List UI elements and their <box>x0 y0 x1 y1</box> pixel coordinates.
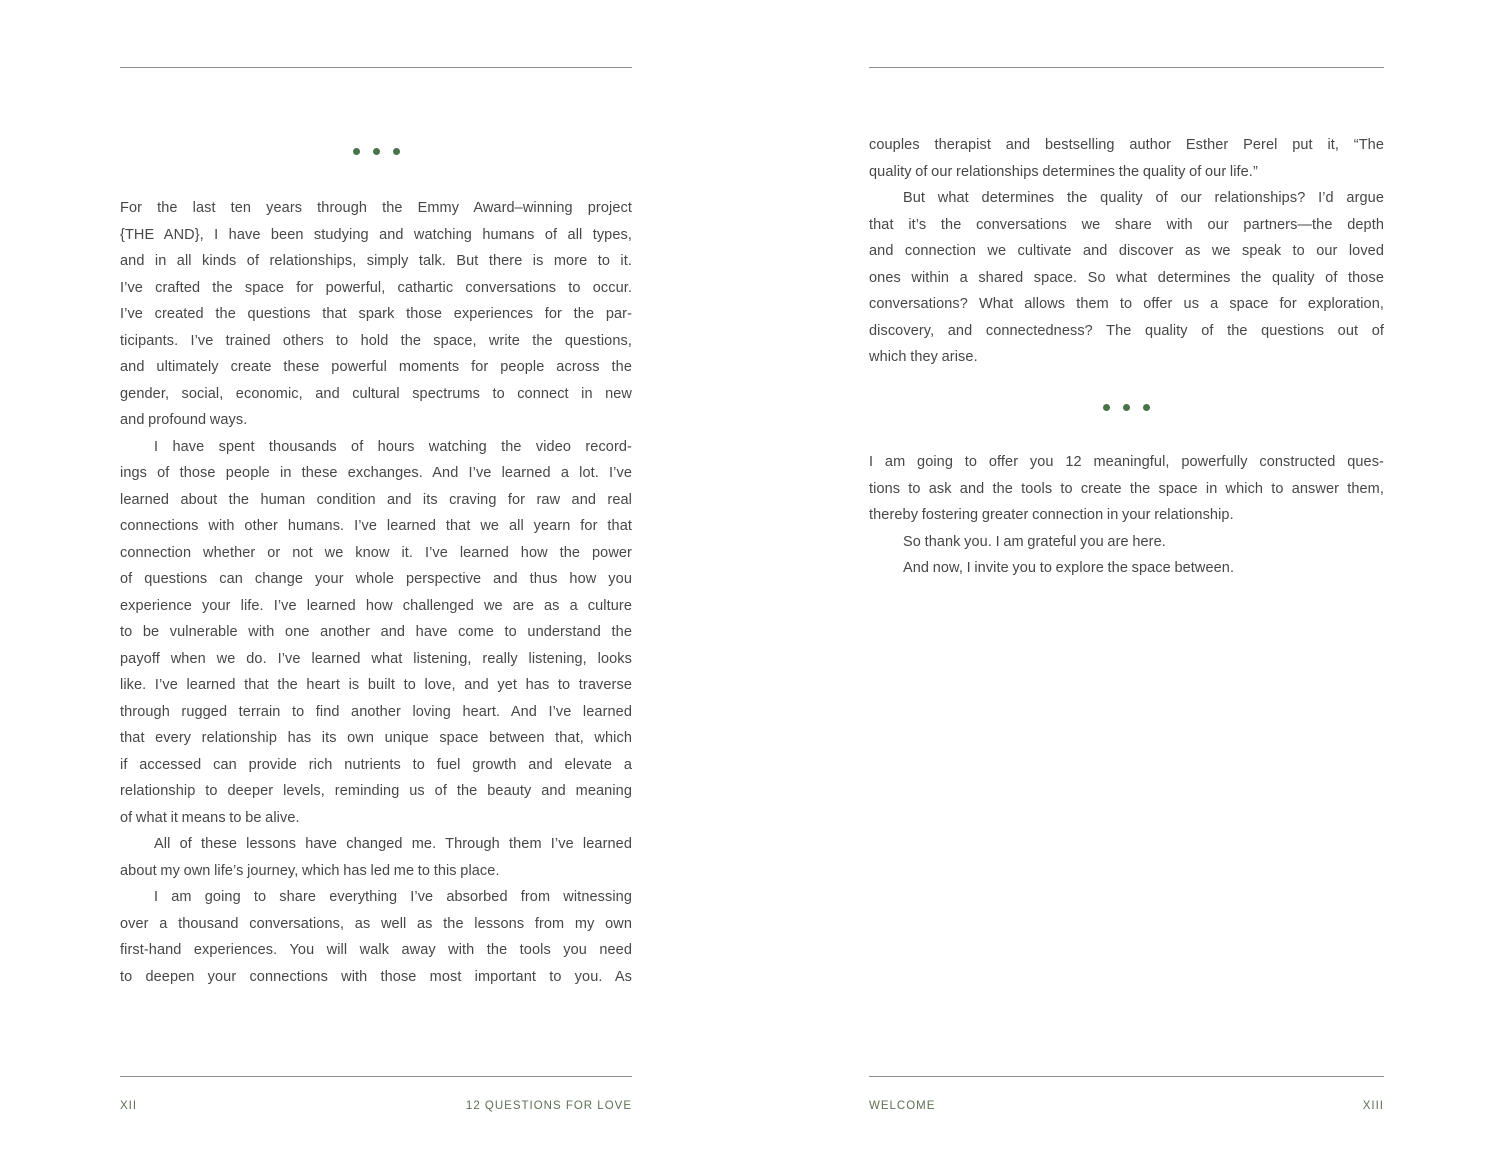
body-text <box>869 449 1384 582</box>
paragraph <box>120 884 632 990</box>
text-line: and connection we cultivate and discover as we speak to our loved <box>869 243 1384 259</box>
dot-icon <box>353 148 360 155</box>
dot-icon <box>1123 404 1130 411</box>
header-rule <box>120 67 632 68</box>
text-line: tions to ask and the tools to create the space in which to answer them, <box>869 480 1384 497</box>
paragraph <box>869 555 1384 582</box>
paragraph <box>120 831 632 884</box>
text-line: and ultimately create these powerful moments for people across the <box>120 359 632 375</box>
text-line: couples therapist and bestselling author Esther Perel put it, “The <box>869 137 1384 153</box>
paragraph <box>869 529 1384 556</box>
body-text <box>120 195 632 990</box>
text-line: But what determines the quality of our relationships? I’d argue <box>903 190 1384 206</box>
text-line: first-hand experiences. You will walk away with the tools you need <box>120 942 632 958</box>
text-line: which they arise. <box>869 349 978 365</box>
text-line: gender, social, economic, and cultural spectrums to connect in new <box>120 385 632 402</box>
text-line: ings of those people in these exchanges. And I’ve learned a lot. I’ve <box>120 465 632 481</box>
dot-icon <box>393 148 400 155</box>
text-line: about my own life’s journey, which has led me to this place. <box>120 862 500 879</box>
paragraph <box>120 434 632 832</box>
text-line: So thank you. I am grateful you are here. <box>903 533 1166 550</box>
text-line: I have spent thousands of hours watching the video record- <box>154 438 632 455</box>
text-line: of what it means to be alive. <box>120 809 300 826</box>
running-title: 12 QUESTIONS FOR LOVE <box>465 1100 632 1112</box>
dot-icon <box>373 148 380 155</box>
text-line: to deepen your connections with those most important to you. As <box>120 968 632 985</box>
text-line: quality of our relationships determines the quality of our life.” <box>869 163 1258 180</box>
text-line: connections with other humans. I’ve learned that we all yearn for that <box>120 518 632 534</box>
paragraph <box>869 449 1384 529</box>
text-line: payoff when we do. I’ve learned what listening, really listening, looks <box>120 650 632 667</box>
text-line: and profound ways. <box>120 412 248 428</box>
section-divider-dots <box>120 144 632 158</box>
text-line: {THE AND}, I have been studying and watching humans of all types, <box>120 226 632 243</box>
text-line: connection whether or not we know it. I’ve learned how the power <box>120 544 632 561</box>
text-line: if accessed can provide rich nutrients to fuel growth and elevate a <box>120 756 632 773</box>
text-line: that it’s the conversations we share with our partners—the depth <box>869 216 1384 233</box>
text-line: For the last ten years through the Emmy Award–winning project <box>120 200 632 216</box>
text-line: like. I’ve learned that the heart is built to love, and yet has to traverse <box>120 677 632 693</box>
page-number: XIII <box>1362 1100 1384 1112</box>
paragraph <box>869 132 1384 185</box>
body-text <box>869 132 1384 371</box>
text-line: conversations? What allows them to offer us a space for exploration, <box>869 296 1384 312</box>
text-line: thereby fostering greater connection in your relationship. <box>869 507 1234 523</box>
text-line: ticipants. I’ve trained others to hold the space, write the questions, <box>120 332 632 349</box>
text-line: And now, I invite you to explore the space between. <box>903 560 1235 576</box>
page-footer <box>120 1100 632 1112</box>
paragraph <box>869 185 1384 371</box>
page-left <box>120 0 632 1159</box>
text-line: through rugged terrain to find another loving heart. And I’ve learned <box>120 703 632 720</box>
text-line: I’ve created the questions that spark those experiences for the par- <box>120 306 632 322</box>
text-line: All of these lessons have changed me. Through them I’ve learned <box>154 836 632 852</box>
running-title: WELCOME <box>869 1100 936 1112</box>
section-divider-dots <box>869 400 1384 414</box>
page-footer <box>869 1100 1384 1112</box>
text-line: learned about the human condition and its craving for raw and real <box>120 491 632 508</box>
header-rule <box>869 67 1384 68</box>
footer-rule <box>869 1076 1384 1077</box>
paragraph <box>120 195 632 434</box>
text-line: experience your life. I’ve learned how challenged we are as a culture <box>120 597 632 614</box>
text-line: I am going to offer you 12 meaningful, powerfully constructed ques- <box>869 454 1384 470</box>
text-line: ones within a shared space. So what determines the quality of those <box>869 269 1384 286</box>
text-line: that every relationship has its own unique space between that, which <box>120 730 632 746</box>
dot-icon <box>1143 404 1150 411</box>
page-right <box>869 0 1384 1159</box>
footer-rule <box>120 1076 632 1077</box>
text-line: over a thousand conversations, as well as the lessons from my own <box>120 915 632 932</box>
text-line: I am going to share everything I’ve absorbed from witnessing <box>154 889 632 905</box>
dot-icon <box>1103 404 1110 411</box>
page-number: XII <box>120 1100 138 1112</box>
text-line: discovery, and connectedness? The quality of the questions out of <box>869 322 1384 339</box>
text-line: of questions can change your whole perspective and thus how you <box>120 571 632 587</box>
text-line: to be vulnerable with one another and have come to understand the <box>120 624 632 640</box>
text-line: relationship to deeper levels, reminding us of the beauty and meaning <box>120 783 632 799</box>
text-line: I’ve crafted the space for powerful, cathartic conversations to occur. <box>120 279 632 296</box>
text-line: and in all kinds of relationships, simply talk. But there is more to it. <box>120 253 632 269</box>
